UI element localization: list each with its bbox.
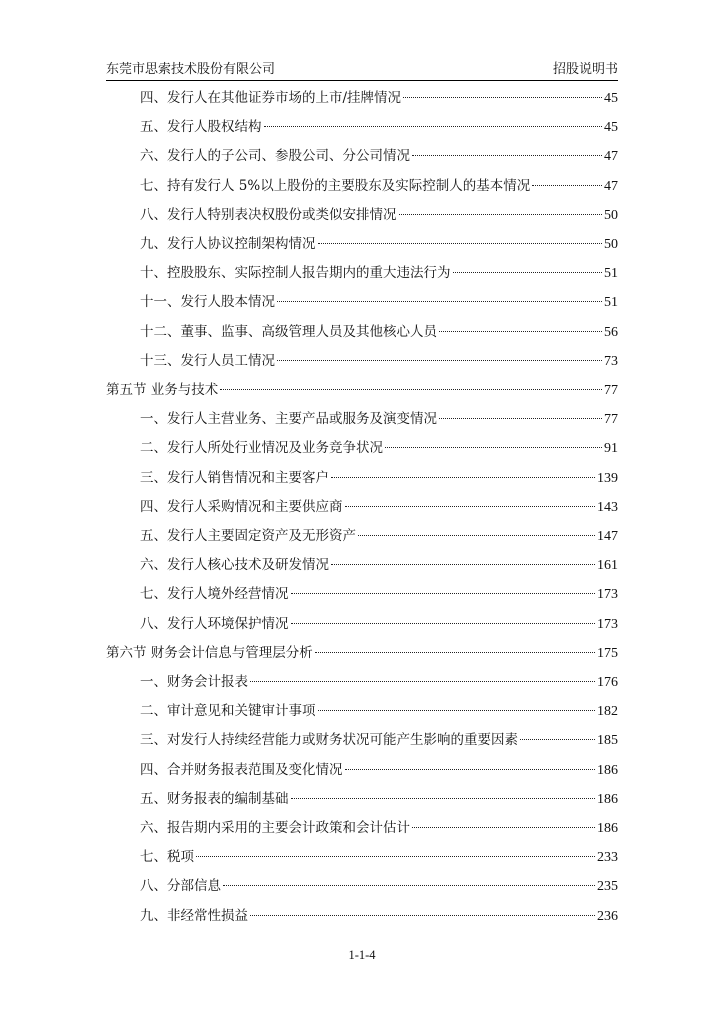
- toc-dot-leader: [453, 272, 603, 273]
- toc-dot-leader: [403, 97, 602, 98]
- toc-subsection-entry[interactable]: [140, 292, 618, 312]
- toc-dot-leader: [399, 214, 603, 215]
- toc-entry-title: 十二、董事、监事、高级管理人员及其他核心人员: [140, 323, 437, 340]
- toc-subsection-entry[interactable]: [140, 322, 618, 342]
- toc-entry-page-number: 173: [597, 587, 618, 603]
- toc-dot-leader: [439, 331, 602, 332]
- toc-entry-page-number: 182: [597, 704, 618, 720]
- toc-subsection-entry[interactable]: [140, 818, 618, 838]
- toc-entry-title: 五、发行人股权结构: [140, 119, 262, 136]
- toc-dot-leader: [264, 126, 603, 127]
- toc-entry-page-number: 186: [597, 821, 618, 836]
- toc-entry-page-number: 235: [597, 879, 618, 895]
- toc-dot-leader: [250, 681, 595, 682]
- toc-subsection-entry[interactable]: [140, 584, 618, 604]
- toc-entry-title: 十一、发行人股本情况: [140, 294, 275, 311]
- toc-entry-title: 第六节 财务会计信息与管理层分析: [106, 644, 313, 661]
- toc-subsection-entry[interactable]: [140, 351, 618, 371]
- toc-subsection-entry[interactable]: [140, 701, 618, 721]
- toc-entry-page-number: 50: [604, 237, 618, 252]
- toc-dot-leader: [223, 885, 595, 886]
- toc-dot-leader: [385, 447, 602, 448]
- toc-entry-title: 七、持有发行人 5%以上股份的主要股东及实际控制人的基本情况: [140, 177, 531, 194]
- header-divider: [106, 80, 618, 81]
- toc-entry-title: 四、发行人采购情况和主要供应商: [140, 498, 343, 515]
- toc-entry-title: 九、发行人协议控制架构情况: [140, 236, 316, 252]
- toc-subsection-entry[interactable]: [140, 555, 618, 575]
- toc-dot-leader: [331, 564, 595, 565]
- toc-entry-title: 三、发行人销售情况和主要客户: [140, 469, 329, 486]
- toc-section-entry[interactable]: [106, 380, 618, 400]
- toc-dot-leader: [439, 418, 602, 419]
- toc-entry-title: 八、发行人环境保护情况: [140, 615, 289, 632]
- toc-entry-title: 二、发行人所处行业情况及业务竞争状况: [140, 440, 383, 457]
- toc-entry-title: 第五节 业务与技术: [106, 382, 219, 398]
- toc-dot-leader: [532, 185, 602, 186]
- toc-dot-leader: [250, 915, 595, 916]
- toc-subsection-entry[interactable]: [140, 672, 618, 692]
- toc-entry-page-number: 77: [604, 383, 618, 398]
- toc-entry-title: 六、报告期内采用的主要会计政策和会计估计: [140, 820, 410, 836]
- page-number-label: 1-1-4: [348, 948, 376, 962]
- toc-subsection-entry[interactable]: [140, 876, 618, 896]
- toc-entry-title: 十三、发行人员工情况: [140, 352, 275, 369]
- toc-dot-leader: [331, 477, 595, 478]
- header-company-name: 东莞市思索技术股份有限公司: [106, 62, 276, 77]
- toc-entry-page-number: 233: [597, 850, 618, 866]
- toc-entry-title: 二、审计意见和关键审计事项: [140, 703, 316, 720]
- toc-entry-title: 八、发行人特别表决权股份或类似安排情况: [140, 206, 397, 223]
- toc-entry-title: 五、财务报表的编制基础: [140, 790, 289, 807]
- toc-entry-page-number: 73: [604, 353, 618, 369]
- toc-subsection-entry[interactable]: [140, 205, 618, 225]
- toc-entry-title: 六、发行人核心技术及研发情况: [140, 557, 329, 574]
- toc-subsection-entry[interactable]: [140, 146, 618, 166]
- toc-entry-title: 八、分部信息: [140, 878, 221, 895]
- toc-subsection-entry[interactable]: [140, 176, 618, 196]
- toc-subsection-entry[interactable]: [140, 117, 618, 137]
- header-document-type: 招股说明书: [552, 62, 618, 77]
- toc-entry-title: 五、发行人主要固定资产及无形资产: [140, 528, 356, 544]
- toc-entry-page-number: 186: [597, 762, 618, 778]
- toc-dot-leader: [291, 623, 596, 624]
- toc-entry-page-number: 47: [604, 178, 618, 194]
- toc-subsection-entry[interactable]: [140, 497, 618, 517]
- toc-subsection-entry[interactable]: [140, 526, 618, 546]
- toc-dot-leader: [196, 856, 595, 857]
- toc-entry-page-number: 77: [604, 412, 618, 428]
- toc-entry-page-number: 51: [604, 295, 618, 311]
- toc-entry-title: 七、发行人境外经营情况: [140, 586, 289, 603]
- toc-entry-page-number: 175: [597, 645, 618, 661]
- running-header: [106, 60, 618, 80]
- toc-entry-page-number: 236: [597, 908, 618, 924]
- toc-entry-title: 四、发行人在其他证券市场的上市/挂牌情况: [140, 90, 402, 106]
- toc-dot-leader: [277, 360, 602, 361]
- toc-entry-title: 一、财务会计报表: [140, 674, 248, 690]
- toc-dot-leader: [220, 389, 602, 390]
- toc-subsection-entry[interactable]: [140, 468, 618, 488]
- toc-subsection-entry[interactable]: [140, 906, 618, 926]
- toc-entry-page-number: 161: [597, 558, 618, 574]
- toc-dot-leader: [412, 827, 595, 828]
- toc-subsection-entry[interactable]: [140, 409, 618, 429]
- toc-dot-leader: [318, 710, 596, 711]
- toc-entry-page-number: 143: [597, 499, 618, 515]
- toc-entry-page-number: 139: [597, 470, 618, 486]
- toc-dot-leader: [277, 301, 602, 302]
- toc-entry-title: 九、非经常性损益: [140, 907, 248, 924]
- toc-section-entry[interactable]: [106, 643, 618, 663]
- toc-dot-leader: [315, 652, 595, 653]
- toc-entry-page-number: 56: [604, 324, 618, 340]
- toc-entry-page-number: 173: [597, 616, 618, 632]
- toc-entry-page-number: 50: [604, 207, 618, 223]
- toc-entry-title: 十、控股股东、实际控制人报告期内的重大违法行为: [140, 265, 451, 282]
- toc-entry-page-number: 147: [597, 529, 618, 544]
- toc-dot-leader: [291, 593, 596, 594]
- toc-subsection-entry[interactable]: [140, 760, 618, 780]
- toc-dot-leader: [520, 739, 595, 740]
- toc-dot-leader: [358, 535, 595, 536]
- toc-subsection-entry[interactable]: [140, 847, 618, 867]
- toc-dot-leader: [318, 243, 603, 244]
- toc-entry-page-number: 47: [604, 149, 618, 165]
- page-footer: [0, 948, 724, 963]
- toc-entry-title: 四、合并财务报表范围及变化情况: [140, 761, 343, 778]
- toc-entry-page-number: 45: [604, 91, 618, 106]
- toc-subsection-entry[interactable]: [140, 234, 618, 254]
- toc-entry-page-number: 185: [597, 733, 618, 749]
- toc-subsection-entry[interactable]: [140, 789, 618, 809]
- toc-subsection-entry[interactable]: [140, 438, 618, 458]
- toc-dot-leader: [345, 769, 596, 770]
- toc-entry-title: 三、对发行人持续经营能力或财务状况可能产生影响的重要因素: [140, 732, 518, 749]
- toc-entry-page-number: 176: [597, 675, 618, 690]
- toc-entry-title: 一、发行人主营业务、主要产品或服务及演变情况: [140, 411, 437, 428]
- toc-dot-leader: [345, 506, 596, 507]
- toc-subsection-entry[interactable]: [140, 88, 618, 108]
- toc-entry-page-number: 45: [604, 120, 618, 136]
- toc-subsection-entry[interactable]: [140, 730, 618, 750]
- toc-entry-title: 六、发行人的子公司、参股公司、分公司情况: [140, 148, 410, 165]
- toc-entry-page-number: 91: [604, 441, 618, 457]
- toc-dot-leader: [412, 155, 602, 156]
- toc-subsection-entry[interactable]: [140, 263, 618, 283]
- toc-dot-leader: [291, 798, 596, 799]
- toc-entry-page-number: 186: [597, 791, 618, 807]
- toc-subsection-entry[interactable]: [140, 614, 618, 634]
- toc-entry-title: 七、税项: [140, 849, 194, 866]
- toc-entry-page-number: 51: [604, 266, 618, 282]
